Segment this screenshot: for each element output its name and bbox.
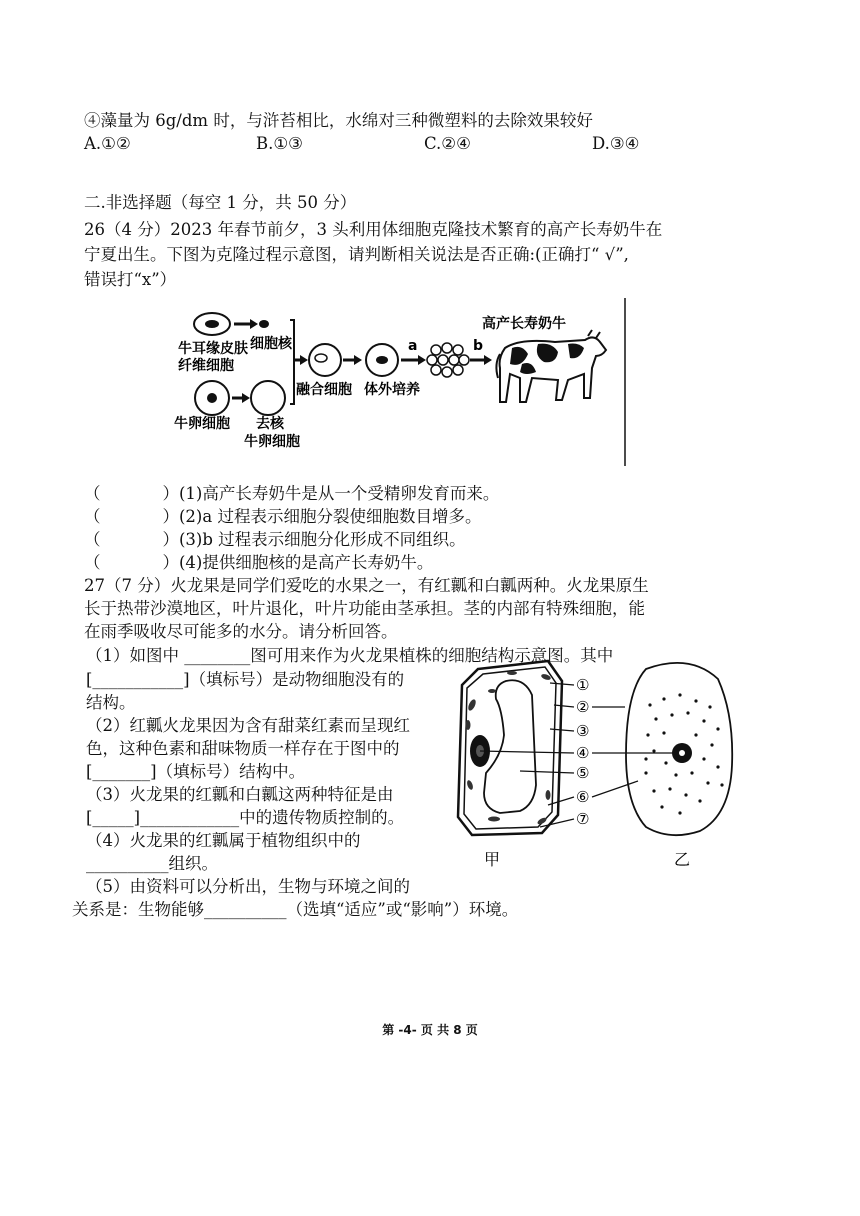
q27-part4-line-2: __________组织。 [86,854,218,873]
choice-d: D.③④ [592,134,640,153]
q27-intro-line-3: 在雨季吸收尽可能多的水分。请分析回答。 [84,622,398,641]
label-fibroblast-2: 纤维细胞 [178,358,234,374]
enucleated-egg-icon [251,381,285,415]
label-egg: 牛卵细胞 [174,416,230,432]
dairy-cow-icon [496,330,606,402]
page-footer: 第 -4- 页 共 8 页 [382,1023,478,1037]
choice-c: C.②④ [424,134,471,153]
option-statement-4: ④藻量为 6g/dm 时，与浒苔相比，水绵对三种微塑料的去除效果较好 [84,111,593,130]
label-fibroblast-1: 牛耳缘皮肤 [178,341,248,357]
q27-part2-line-2: 色，这种色素和甜味物质一样存在于图中的 [86,739,400,758]
label-fused: 融合细胞 [296,382,352,398]
label-nucleus: 细胞核 [250,336,292,352]
arrow-head-icon-2 [242,393,250,403]
q27-part1-line-1: （1）如图中 ________图可用来作为火龙果植株的细胞结构示意图。其中 [86,646,614,665]
q27-intro-line-2: 长于热带沙漠地区，叶片退化，叶片功能由茎承担。茎的内部有特殊细胞，能 [84,599,645,618]
section-title: 二.非选择题（每空 1 分，共 50 分） [84,193,357,212]
q27-part3-line-2: [_____]____________中的遗传物质控制的。 [86,808,405,827]
label-5: ⑤ [576,764,590,782]
cell-cluster-icon [427,343,469,377]
cloning-diagram [160,298,630,468]
q27-part5-line-2: 关系是：生物能够__________（选填“适应”或“影响”）环境。 [72,900,519,919]
label-enucleated-2: 牛卵细胞 [244,434,300,450]
q26-intro-line-1: 26（4 分）2023 年春节前夕，3 头利用体细胞克隆技术繁育的高产长寿奶牛在 [84,220,663,239]
q27-part5-line-1: （5）由资料可以分析出，生物与环境之间的 [86,877,410,896]
animal-cell-icon [626,663,732,835]
label-culture: 体外培养 [364,382,420,398]
cell-structure-figure [450,655,740,880]
q27-part1-line-3: 结构。 [86,693,136,712]
label-jia: 甲 [484,850,501,869]
label-1: ① [576,676,590,694]
q26-statement-3: （ ）(3)b 过程表示细胞分化形成不同组织。 [84,530,466,549]
arrow-head-icon [250,319,258,329]
label-7: ⑦ [576,810,590,828]
label-yi: 乙 [674,850,691,869]
label-6: ⑥ [576,788,590,806]
q27-intro-line-1: 27（7 分）火龙果是同学们爱吃的水果之一，有红瓤和白瓤两种。火龙果原生 [84,576,649,595]
q27-part2-line-3: [_______]（填标号）结构中。 [86,762,306,781]
label-result: 高产长寿奶牛 [482,316,566,332]
isolated-nucleus-icon [259,320,269,328]
q27-part4-line-1: （4）火龙果的红瓤属于植物组织中的 [86,831,361,850]
label-enucleated-1: 去核 [256,416,284,432]
bracket-icon [290,320,294,404]
q26-statement-2: （ ）(2)a 过程表示细胞分裂使细胞数目增多。 [84,507,482,526]
choice-a: A.①② [84,134,131,153]
egg-nucleus-icon [207,393,217,403]
label-3: ③ [576,722,590,740]
label-4: ④ [576,744,590,762]
q26-statement-4: （ ）(4)提供细胞核的是高产长寿奶牛。 [84,553,434,572]
choice-b: B.①③ [256,134,303,153]
label-step-a: a [408,338,418,354]
q27-part1-line-2: [___________]（填标号）是动物细胞没有的 [86,670,405,689]
q27-part2-line-1: （2）红瓤火龙果因为含有甜菜红素而呈现红 [86,716,410,735]
q26-statement-1: （ ）(1)高产长寿奶牛是从一个受精卵发育而来。 [84,484,500,503]
plant-cell-icon [458,661,562,835]
label-step-b: b [473,338,484,354]
label-2: ② [576,698,590,716]
fused-cell-icon [309,344,341,376]
q27-part3-line-1: （3）火龙果的红瓤和白瓤这两种特征是由 [86,785,394,804]
q26-intro-line-3: 错误打“x”） [84,270,177,289]
fibroblast-nucleus-icon [205,320,219,328]
q26-intro-line-2: 宁夏出生。下图为克隆过程示意图，请判断相关说法是否正确:(正确打“ √”, [84,245,629,264]
